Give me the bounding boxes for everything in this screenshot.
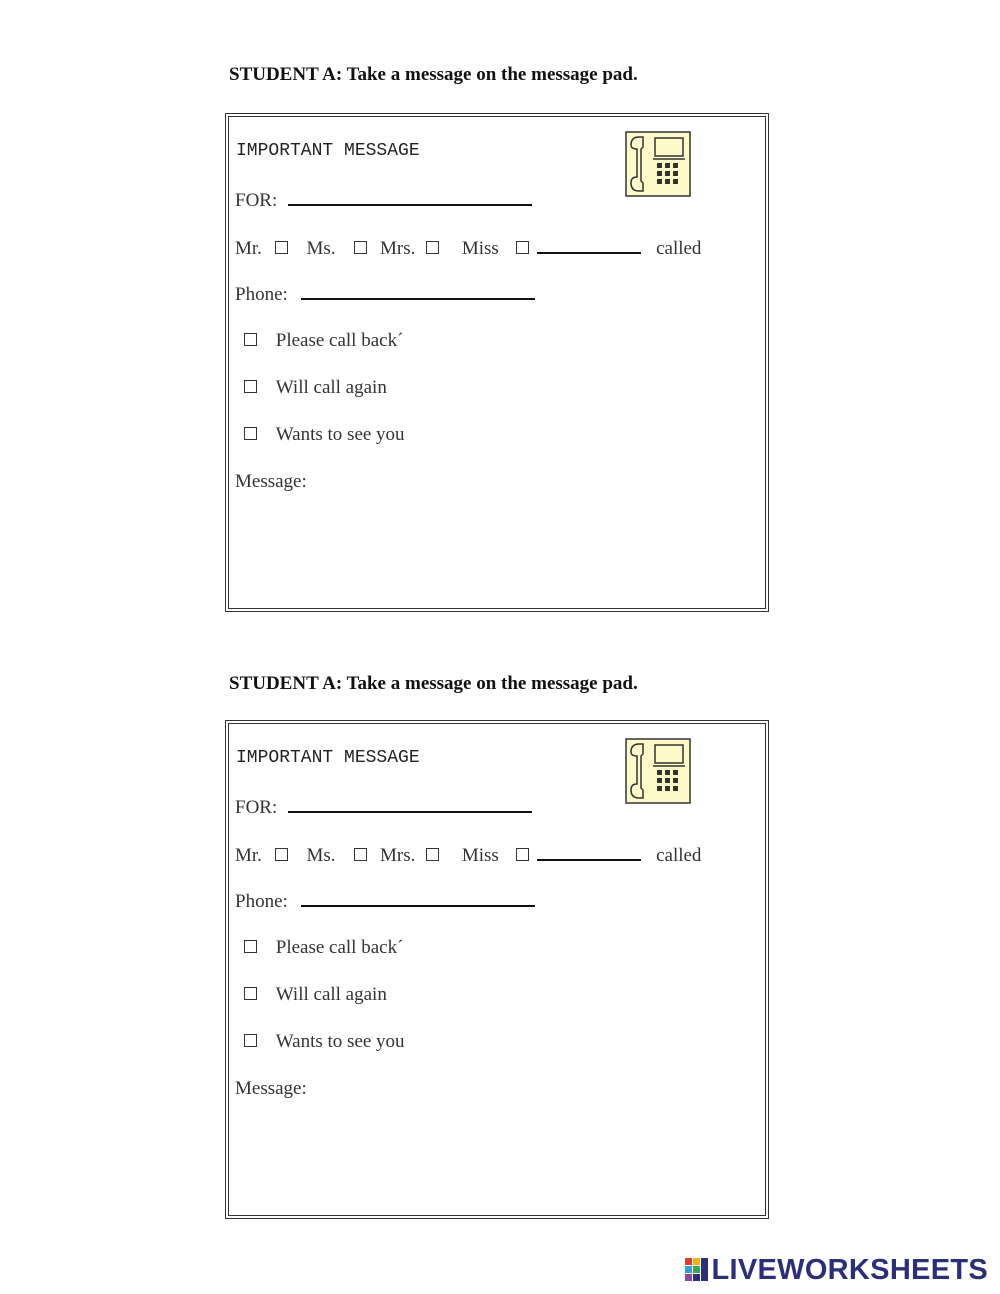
title-label-miss: Miss (461, 238, 499, 259)
option-call-back: Please call back´ (275, 937, 404, 958)
phone-input[interactable] (301, 284, 535, 300)
checkbox-see-you[interactable] (244, 1034, 257, 1047)
checkbox-call-back[interactable] (244, 333, 257, 346)
option-see-you: Wants to see you (275, 424, 405, 445)
checkbox-call-back[interactable] (244, 940, 257, 953)
title-label-mrs: Mrs. (379, 845, 416, 866)
for-label: FOR: (235, 190, 278, 211)
phone-input[interactable] (301, 891, 535, 907)
title-label-ms: Ms. (306, 238, 336, 259)
title-label-ms: Ms. (306, 845, 336, 866)
title-label-mr: Mr. (235, 845, 262, 866)
brand-footer[interactable] (685, 1253, 989, 1287)
option-see-you: Wants to see you (275, 1031, 405, 1052)
for-row (235, 797, 532, 819)
called-label: called (656, 238, 702, 259)
telephone-icon (625, 738, 691, 804)
option-row (244, 377, 387, 399)
message-pad (225, 113, 769, 612)
called-label: called (656, 845, 702, 866)
option-row (244, 984, 387, 1006)
phone-row (235, 284, 535, 306)
brand-name: LIVEWORKSHEETS (711, 1253, 988, 1286)
liveworksheets-logo-icon (685, 1258, 709, 1282)
option-row (244, 424, 405, 446)
message-area[interactable] (235, 1108, 755, 1202)
option-row (244, 1031, 405, 1053)
option-call-again: Will call again (275, 377, 387, 398)
checkbox-call-again[interactable] (244, 987, 257, 1000)
phone-label: Phone: (235, 891, 288, 912)
phone-row (235, 891, 535, 913)
pad-title: IMPORTANT MESSAGE (236, 141, 420, 161)
message-area[interactable] (235, 501, 755, 595)
caller-name-input[interactable] (537, 238, 641, 254)
checkbox-ms[interactable] (354, 241, 367, 254)
for-input[interactable] (288, 797, 532, 813)
option-row (244, 330, 403, 352)
phone-label: Phone: (235, 284, 288, 305)
checkbox-mr[interactable] (275, 848, 288, 861)
message-label: Message: (235, 471, 307, 492)
option-call-again: Will call again (275, 984, 387, 1005)
checkbox-mr[interactable] (275, 241, 288, 254)
for-label: FOR: (235, 797, 278, 818)
message-pad (225, 720, 769, 1219)
title-row (235, 238, 701, 260)
checkbox-mrs[interactable] (426, 848, 439, 861)
instruction-text: STUDENT A: Take a message on the message pad. (229, 64, 638, 85)
message-label: Message: (235, 1078, 307, 1099)
for-input[interactable] (288, 190, 532, 206)
title-label-miss: Miss (461, 845, 499, 866)
option-row (244, 937, 403, 959)
checkbox-call-again[interactable] (244, 380, 257, 393)
checkbox-miss[interactable] (516, 848, 529, 861)
checkbox-mrs[interactable] (426, 241, 439, 254)
checkbox-ms[interactable] (354, 848, 367, 861)
caller-name-input[interactable] (537, 845, 641, 861)
option-call-back: Please call back´ (275, 330, 404, 351)
checkbox-see-you[interactable] (244, 427, 257, 440)
checkbox-miss[interactable] (516, 241, 529, 254)
title-label-mrs: Mrs. (379, 238, 416, 259)
instruction-text: STUDENT A: Take a message on the message pad. (229, 673, 638, 694)
telephone-icon (625, 131, 691, 197)
for-row (235, 190, 532, 212)
title-row (235, 845, 701, 867)
title-label-mr: Mr. (235, 238, 262, 259)
pad-title: IMPORTANT MESSAGE (236, 748, 420, 768)
